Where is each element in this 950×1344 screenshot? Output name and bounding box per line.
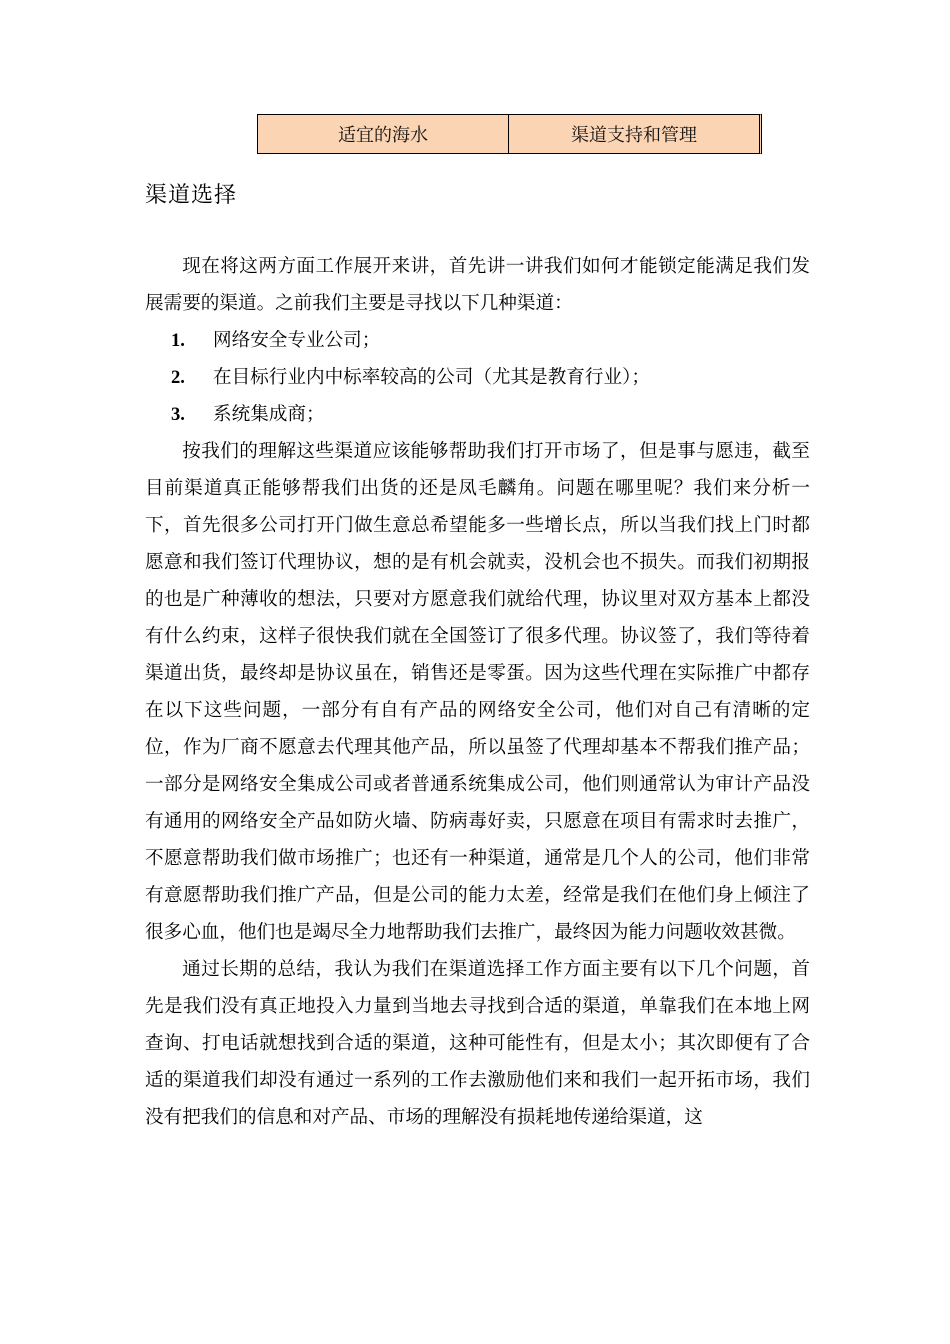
- analysis-paragraph: 按我们的理解这些渠道应该能够帮助我们打开市场了，但是事与愿违，截至目前渠道真正能够帮我们出货的还是凤毛麟角。问题在哪里呢？我们来分析一下，首先很多公司打开门做生意总希望能多一些增长点，所以当我们找上门时都愿意和我们签订代理协议，想的是有机会就卖，没机会也不损失。而我们初期报的也是广种薄收的想法，只要对方愿意我们就给代理，协议里对双方基本上都没有什么约束，这样子很快我们就在全国签订了很多代理。协议签了，我们等待着渠道出货，最终却是协议虽在，销售还是零蛋。因为这些代理在实际推广中都存在以下这些问题，一部分有自有产品的网络安全公司，他们对自己有清晰的定位，作为厂商不愿意去代理其他产品，所以虽签了代理却基本不帮我们推产品；一部分是网络安全集成公司或者普通系统集成公司，他们则通常认为审计产品没有通用的网络安全产品如防火墙、防病毒好卖，只愿意在项目有需求时去推广，不愿意帮助我们做市场推广；也还有一种渠道，通常是几个人的公司，他们非常有意愿帮助我们推广产品，但是公司的能力太差，经常是我们在他们身上倾注了很多心血，他们也是竭尽全力地帮助我们去推广，最终因为能力问题收效甚微。: [145, 441, 810, 943]
- summary-paragraph: 通过长期的总结，我认为我们在渠道选择工作方面主要有以下几个问题，首先是我们没有真正地投入力量到当地去寻找到合适的渠道，单靠我们在本地上网查询、打电话就想找到合适的渠道，这种可能性有，但是太小；其次即便有了合适的渠道我们却没有通过一系列的工作去激励他们来和我们一起开拓市场，我们没有把我们的信息和对产品、市场的理解没有损耗地传递给渠道，这: [145, 959, 810, 1128]
- table-cell-seawater: 适宜的海水: [338, 125, 428, 146]
- list-text: 系统集成商；: [213, 404, 325, 425]
- table-cell-channel-support: 渠道支持和管理: [508, 115, 759, 153]
- list-item: [145, 396, 810, 433]
- document-body: [145, 248, 810, 1136]
- list-text: 网络安全专业公司；: [213, 330, 381, 351]
- intro-paragraph: 现在将这两方面工作展开来讲，首先讲一讲我们如何才能锁定能满足我们发展需要的渠道。之前我们主要是寻找以下几种渠道：: [145, 256, 810, 314]
- header-table: [257, 114, 762, 154]
- list-number: 3.: [171, 404, 185, 425]
- list-number: 1.: [171, 330, 185, 351]
- list-item: [145, 322, 810, 359]
- list-number: 2.: [171, 367, 185, 388]
- section-heading: 渠道选择: [145, 183, 238, 208]
- list-item: [145, 359, 810, 396]
- list-text: 在目标行业内中标率较高的公司（尤其是教育行业）；: [213, 367, 650, 388]
